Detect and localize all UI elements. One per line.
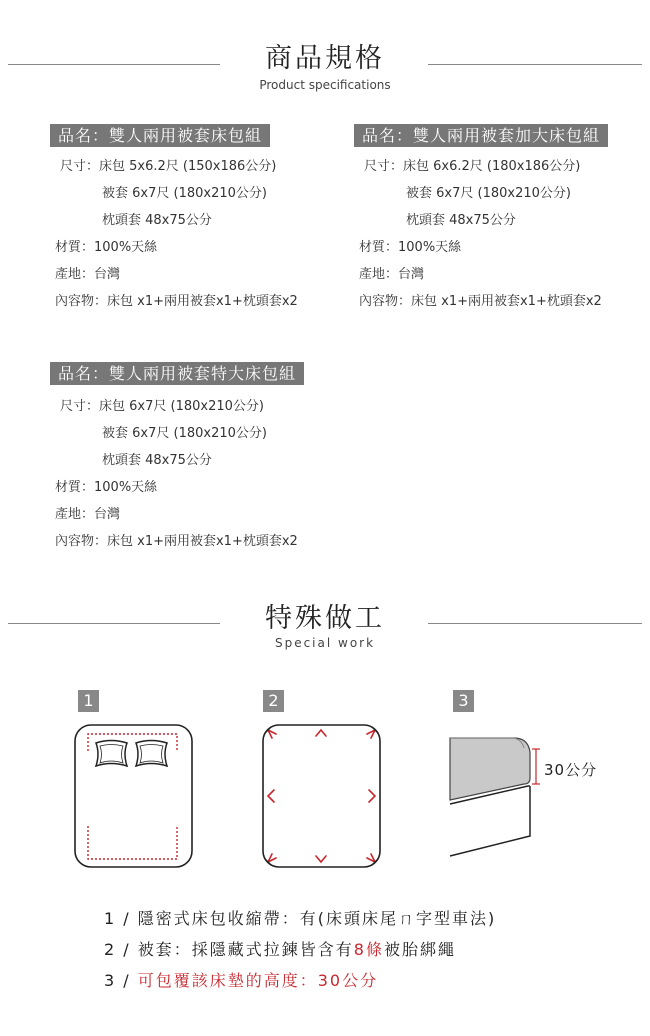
section-subtitle: Special work: [274, 636, 376, 650]
page-title: 商品規格: [265, 43, 385, 74]
product-name-tag: 品名：雙人兩用被套床包組: [50, 124, 270, 147]
origin-line: 產地：台灣: [55, 507, 121, 522]
origin-line: 產地：台灣: [359, 267, 425, 282]
size-line: 尺寸：床包 5x6.2尺 (150x186公分): [60, 159, 277, 174]
material-line: 材質：100%天絲: [55, 480, 158, 495]
product-name-tag: 品名：雙人兩用被套加大床包組: [354, 124, 608, 147]
feature-note-3: [104, 968, 378, 991]
pillow-icon: [96, 741, 127, 767]
size-line: 枕頭套 48x75公分: [102, 453, 212, 468]
note-highlight: 8條: [353, 940, 384, 959]
page-subtitle: Product specifications: [259, 78, 391, 92]
step-number-1: 1: [78, 690, 99, 712]
feature-note-1: [104, 906, 496, 929]
feature-note-2: [104, 937, 456, 960]
material-line: 材質：100%天絲: [359, 240, 462, 255]
contents-line: 內容物：床包 x1+兩用被套x1+枕頭套x2: [55, 294, 298, 309]
size-line: 被套 6x7尺 (180x210公分): [102, 186, 267, 201]
product-name-tag: 品名：雙人兩用被套特大床包組: [50, 362, 304, 385]
size-line: 尺寸：床包 6x7尺 (180x210公分): [60, 399, 264, 414]
note-prefix: 2 /: [104, 940, 138, 959]
step-number-3: 3: [453, 690, 474, 712]
note-text: 被套：採隱藏式拉鍊皆含有: [137, 940, 354, 959]
size-line: 枕頭套 48x75公分: [102, 213, 212, 228]
contents-line: 內容物：床包 x1+兩用被套x1+枕頭套x2: [55, 534, 298, 549]
size-line: 被套 6x7尺 (180x210公分): [102, 426, 267, 441]
note-text: 隱密式床包收縮帶：有(床頭床尾ㄇ字型車法): [137, 909, 497, 928]
fitted-sheet-elastic-diagram: [74, 724, 194, 870]
note-text: 被胎綁繩: [383, 940, 456, 959]
step-number-2: 2: [263, 690, 284, 712]
note-prefix: 3 /: [104, 971, 138, 990]
origin-line: 產地：台灣: [55, 267, 121, 282]
section-title: 特殊做工: [265, 603, 385, 634]
height-label: 30公分: [544, 761, 598, 779]
note-prefix: 1 /: [104, 909, 138, 928]
size-line: 尺寸：床包 6x6.2尺 (180x186公分): [364, 159, 581, 174]
size-line: 枕頭套 48x75公分: [406, 213, 516, 228]
pillow-icon: [136, 741, 167, 767]
contents-line: 內容物：床包 x1+兩用被套x1+枕頭套x2: [359, 294, 602, 309]
size-line: 被套 6x7尺 (180x210公分): [406, 186, 571, 201]
duvet-ties-diagram: [262, 724, 382, 870]
mattress-height-diagram: [450, 734, 570, 862]
material-line: 材質：100%天絲: [55, 240, 158, 255]
note-text: 可包覆該床墊的高度：30公分: [137, 971, 379, 990]
